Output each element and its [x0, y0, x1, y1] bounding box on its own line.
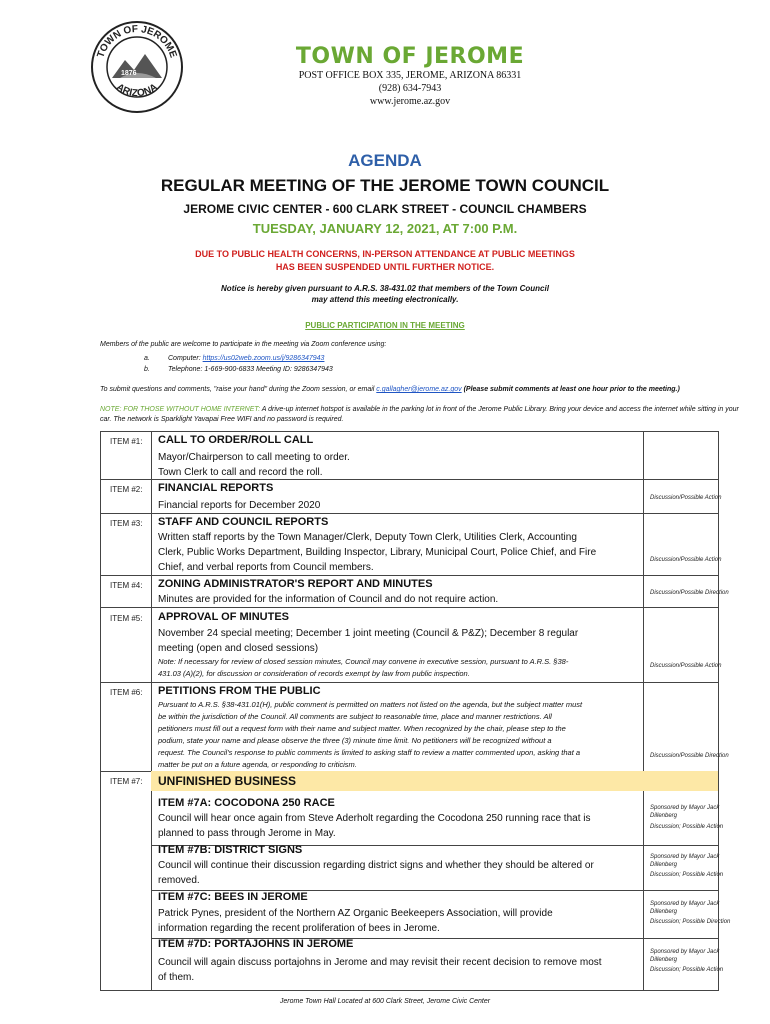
body-line: Mayor/Chairperson to call meeting to order.: [158, 452, 350, 463]
address: POST OFFICE BOX 335, JEROME, ARIZONA 86331: [298, 70, 522, 81]
table-top-border: [100, 431, 718, 432]
item-title: CALL TO ORDER/ROLL CALL: [158, 434, 314, 446]
option-letter: b.: [144, 366, 150, 373]
action-label: Discussion; Possible Action: [650, 967, 724, 973]
action-label: Discussion; Possible Action: [650, 824, 724, 830]
body-line: podium, state your name and please observe the three (3) minute time limit. No petitioners will be recognized without a: [158, 736, 552, 745]
body-line: Financial reports for December 2020: [158, 500, 321, 511]
table-left-border: [100, 431, 101, 991]
body-line: be within the jurisdiction of the Council. All comments are subject to reasonable time, place and manner restrictions. All: [158, 712, 552, 721]
subitem-body: [158, 811, 633, 841]
action-label: Discussion/Possible Action: [650, 557, 722, 563]
item-body: [158, 699, 633, 771]
option-label: Telephone: 1-669-900-6833 Meeting ID: 9286347943: [168, 366, 333, 373]
questions-pre: To submit questions and comments, "raise your hand" during the Zoom session, or email: [100, 386, 377, 393]
body-line: Council will hear once again from Steve Aderholt regarding the Cocodona 250 running race that is: [158, 813, 591, 824]
body-line: Clerk, Public Works Department, Building Inspector, Library, Municipal Court, Police Chief, and Fire: [158, 547, 597, 558]
seal-year: 1876: [121, 70, 137, 77]
item-title: STAFF AND COUNCIL REPORTS: [158, 516, 329, 528]
internet-note-text: A drive-up internet hotspot is available in the parking lot in front of the Jerome Public Library. Bring your device and access the internet while sitting in your car. The network is Sparklight Yavapai Free WIFI and no password is required.: [100, 406, 739, 423]
note-line: 431.03 (A)(2), for discussion or consideration of records exempt by law from public inspection.: [158, 669, 470, 678]
action-label: Discussion/Possible Action: [650, 495, 722, 501]
action-label: Discussion/Possible Direction: [650, 753, 729, 759]
sponsor-label: Sponsored by Mayor Jack Dillenberg: [650, 805, 720, 819]
letterhead: [280, 44, 540, 108]
body-line: November 24 special meeting; December 1 joint meeting (Council & P&Z); December 8 regular: [158, 628, 579, 639]
item-number: ITEM #3:: [110, 519, 143, 528]
item-body: [158, 626, 633, 656]
body-line: Written staff reports by the Town Manager/Clerk, Deputy Town Clerk, Utilities Clerk, Accounting: [158, 532, 577, 543]
item-number: ITEM #1:: [110, 437, 143, 446]
note-line: Note: If necessary for review of closed session minutes, Council may convene in executive session, pursuant to A.R.S. §38-: [158, 657, 569, 666]
sponsor-label: Sponsored by Mayor Jack Dillenberg: [650, 901, 720, 915]
body-line: Patrick Pynes, president of the Northern AZ Organic Beekeepers Association, will provide: [158, 908, 553, 919]
item-title: FINANCIAL REPORTS: [158, 482, 274, 494]
email-link[interactable]: c.gallagher@jerome.az.gov: [376, 386, 462, 393]
body-line: Town Clerk to call and record the roll.: [158, 467, 323, 478]
body-line: Minutes are provided for the information of Council and do not require action.: [158, 594, 499, 605]
subitem-body: [158, 906, 633, 936]
meeting-title: REGULAR MEETING OF THE JEROME TOWN COUNCIL: [160, 176, 610, 195]
body-line: Pursuant to A.R.S. §38-431.01(H), public comment is permitted on matters not listed on the agenda, but the subject matter must: [158, 700, 583, 709]
internet-note-label: NOTE: FOR THOSE WITHOUT HOME INTERNET:: [100, 406, 261, 413]
electronic-notice: [0, 283, 770, 305]
page-footer: Jerome Town Hall Located at 600 Clark Street, Jerome Civic Center: [279, 998, 491, 1005]
questions-text: [100, 385, 740, 395]
subitem-body: [158, 955, 633, 985]
subitem-title: ITEM #7C: BEES IN JEROME: [158, 891, 308, 903]
subitem-title: ITEM #7A: COCODONA 250 RACE: [158, 797, 335, 809]
option-letter: a.: [144, 355, 150, 362]
item-title: UNFINISHED BUSINESS: [158, 774, 297, 788]
subitem-body: [158, 858, 633, 888]
covid-line-1: DUE TO PUBLIC HEALTH CONCERNS, IN-PERSON ATTENDANCE AT PUBLIC MEETINGS: [195, 249, 575, 259]
meeting-location: JEROME CIVIC CENTER - 600 CLARK STREET - COUNCIL CHAMBERS: [183, 202, 587, 216]
body-line: matter be put on a future agenda, or responding to criticism.: [158, 760, 357, 769]
body-line: meeting (open and closed sessions): [158, 643, 319, 654]
row-divider: [100, 513, 718, 514]
table-col-divider: [151, 431, 152, 991]
questions-post: (Please submit comments at least one hour prior to the meeting.): [461, 386, 680, 393]
body-line: Chief, and verbal reports from Council members.: [158, 562, 374, 573]
table-bottom-border: [100, 990, 718, 991]
item-title: ZONING ADMINISTRATOR'S REPORT AND MINUTES: [158, 578, 433, 590]
body-line: request. The Council's response to public comments is limited to asking staff to review a matter commented upon, asking that a: [158, 748, 581, 757]
item-note: [158, 656, 633, 680]
notice-line-1: Notice is hereby given pursuant to A.R.S. 38-431.02 that members of the Town Council: [221, 284, 549, 293]
row-divider: [100, 607, 718, 608]
seal-text-bottom: ARIZONA: [114, 81, 160, 100]
option-label: Computer:: [168, 355, 203, 362]
item-body: [158, 498, 633, 513]
item-title: PETITIONS FROM THE PUBLIC: [158, 685, 321, 697]
row-divider: [100, 575, 718, 576]
website: www.jerome.az.gov: [369, 96, 451, 107]
item-body: [158, 592, 633, 607]
body-line: of them.: [158, 972, 195, 983]
item-number: ITEM #7:: [110, 777, 143, 786]
item-number: ITEM #6:: [110, 688, 143, 697]
members-text: Members of the public are welcome to participate in the meeting via Zoom conference using:: [100, 341, 387, 348]
option-telephone: [144, 366, 333, 373]
item-number: ITEM #5:: [110, 614, 143, 623]
action-label: Discussion/Possible Direction: [650, 590, 729, 596]
town-seal-logo: [90, 20, 184, 114]
item-title: APPROVAL OF MINUTES: [158, 611, 289, 623]
row-divider: [100, 682, 718, 683]
agenda-heading: AGENDA: [348, 151, 422, 170]
item-number: ITEM #2:: [110, 485, 143, 494]
action-label: Discussion; Possible Direction: [650, 919, 731, 925]
covid-notice: [0, 248, 770, 274]
town-name: TOWN OF JEROME: [295, 44, 525, 69]
action-col-divider: [643, 431, 644, 991]
action-label: Discussion; Possible Action: [650, 872, 724, 878]
notice-line-2: may attend this meeting electronically.: [311, 295, 459, 304]
seal-text-top: TOWN OF JEROME: [95, 23, 179, 60]
participation-heading: PUBLIC PARTICIPATION IN THE MEETING: [305, 321, 465, 330]
body-line: petitioners must fill out a request form with their name and subject matter. When recognized by the chair, please step to the: [158, 724, 566, 733]
body-line: information regarding the recent proliferation of bees in Jerome.: [158, 923, 440, 934]
svg-text:TOWN OF JEROME: [95, 24, 178, 60]
body-line: planned to pass through Jerome in May.: [158, 828, 336, 839]
sponsor-label: Sponsored by Mayor Jack Dillenberg: [650, 854, 720, 868]
body-line: removed.: [158, 875, 200, 886]
svg-text:ARIZONA: [114, 82, 160, 99]
action-label: Discussion/Possible Action: [650, 663, 722, 669]
covid-line-2: HAS BEEN SUSPENDED UNTIL FURTHER NOTICE.: [275, 262, 495, 272]
body-line: Council will continue their discussion regarding district signs and whether they should be altered or: [158, 860, 594, 871]
phone: (928) 634-7943: [378, 83, 442, 94]
subitem-title: ITEM #7D: PORTAJOHNS IN JEROME: [158, 938, 354, 950]
option-computer: [144, 355, 324, 362]
zoom-link[interactable]: https://us02web.zoom.us/j/9286347943: [202, 355, 325, 362]
item-body: [158, 450, 633, 480]
item-number: ITEM #4:: [110, 581, 143, 590]
subitem-title: ITEM #7B: DISTRICT SIGNS: [158, 844, 303, 856]
meeting-date: TUESDAY, JANUARY 12, 2021, AT 7:00 P.M.: [252, 221, 518, 236]
internet-note: [100, 405, 740, 425]
item-body: [158, 530, 633, 575]
body-line: Council will again discuss portajohns in Jerome and may revisit their recent decision to remove most: [158, 957, 602, 968]
sponsor-label: Sponsored by Mayor Jack Dillenberg: [650, 949, 720, 963]
